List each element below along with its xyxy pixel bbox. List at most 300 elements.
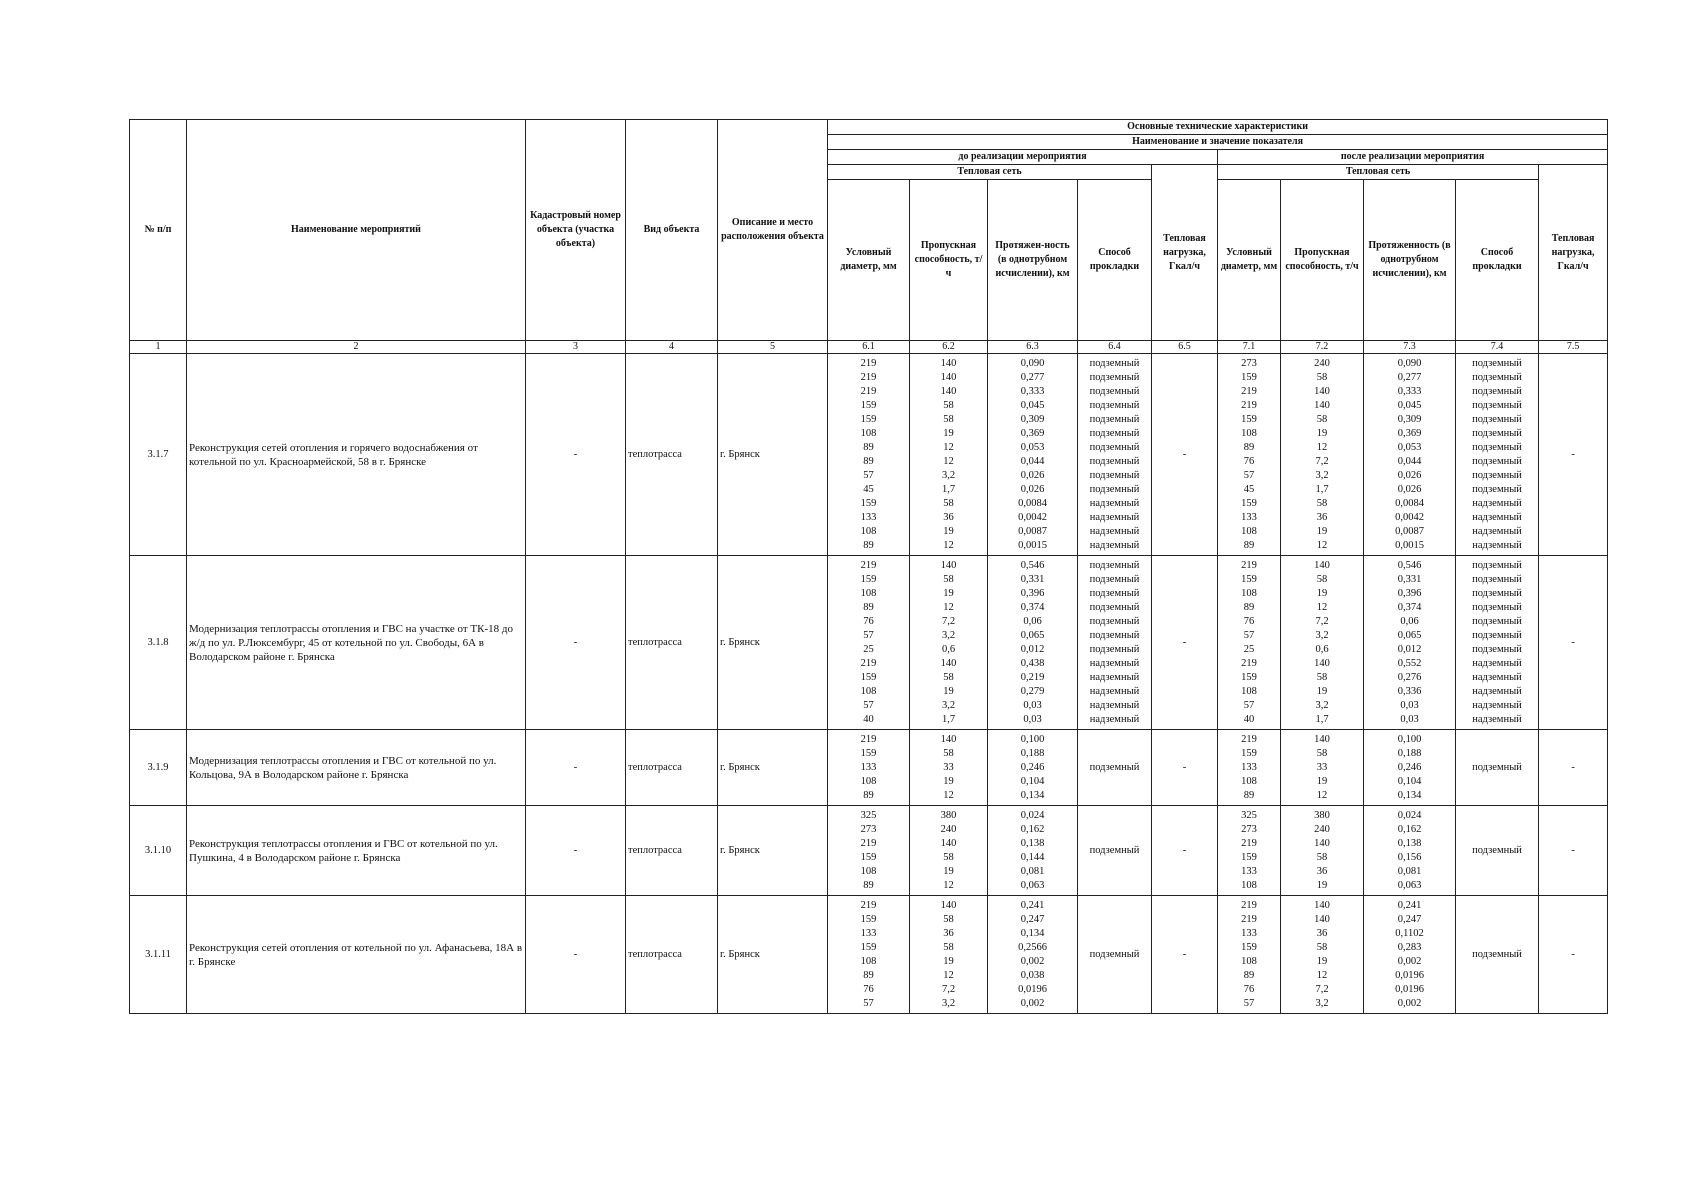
value-item: 219 — [860, 838, 877, 849]
length-before — [988, 556, 1078, 730]
column-number-cell: 6.1 — [828, 341, 910, 354]
measure-name: Модернизация теплотрассы отопления и ГВС от котельной по ул. Кольцова, 9А в Володарском районе г. Брянска — [187, 730, 526, 806]
value-item: 0,002 — [1020, 998, 1045, 1009]
value-item: подземный — [1472, 630, 1522, 641]
value-item: 140 — [940, 734, 957, 745]
value-item: 89 — [1243, 790, 1255, 801]
value-item: 0,06 — [1023, 616, 1042, 627]
value-item: 89 — [863, 880, 874, 891]
value-item: 0,090 — [1020, 358, 1045, 369]
value-item: 12 — [943, 442, 954, 453]
value-item: 12 — [943, 790, 954, 801]
laying-method-after: подземный — [1456, 806, 1539, 896]
value-item: 0,276 — [1397, 672, 1422, 683]
measure-name: Реконструкция теплотрассы отопления и ГВС от котельной по ул. Пушкина, 4 в Володарском районе г. Брянска — [187, 806, 526, 896]
laying-method-before — [1078, 556, 1152, 730]
value-item: подземный — [1089, 602, 1140, 613]
value-item: 219 — [860, 386, 877, 397]
value-item: 0,053 — [1020, 442, 1045, 453]
length-after — [1364, 806, 1456, 896]
laying-method-before — [1078, 354, 1152, 556]
heat-load-after: - — [1539, 806, 1608, 896]
measure-name: Реконструкция сетей отопления от котельной по ул. Афанасьева, 18А в г. Брянске — [187, 896, 526, 1014]
value-item: надземный — [1472, 540, 1522, 551]
column-number-cell: 1 — [130, 341, 187, 354]
value-item: 40 — [863, 714, 874, 725]
measures-table — [129, 119, 1608, 1014]
value-item: 140 — [1314, 734, 1330, 745]
value-item: 0,104 — [1020, 776, 1045, 787]
value-item: надземный — [1089, 658, 1140, 669]
value-item: подземный — [1472, 560, 1522, 571]
value-item: 140 — [940, 900, 957, 911]
col-header-len-before: Протяжен-ность (в однотрубном исчислении), км — [988, 180, 1078, 341]
value-item: 0,044 — [1397, 456, 1422, 467]
value-item: 1,7 — [1315, 714, 1329, 725]
value-item: 57 — [1243, 630, 1255, 641]
table-row — [130, 556, 1608, 730]
length-before — [988, 896, 1078, 1014]
value-item: 108 — [1241, 776, 1257, 787]
laying-method-after: подземный — [1456, 730, 1539, 806]
value-item: 0,002 — [1020, 956, 1045, 967]
header-network-after: Тепловая сеть — [1218, 165, 1539, 180]
value-item: подземный — [1089, 560, 1140, 571]
laying-method-after — [1456, 354, 1539, 556]
length-after — [1364, 354, 1456, 556]
value-item: 380 — [1314, 810, 1330, 821]
length-after — [1364, 896, 1456, 1014]
diameter-before — [828, 556, 910, 730]
value-item: 219 — [1241, 400, 1257, 411]
value-item: 58 — [943, 498, 954, 509]
value-item: 19 — [1316, 526, 1328, 537]
value-item: 108 — [860, 588, 877, 599]
laying-method-before: подземный — [1078, 730, 1152, 806]
value-item: 0,0042 — [1018, 512, 1047, 523]
value-item: 58 — [943, 748, 954, 759]
value-item: 89 — [863, 540, 874, 551]
value-item: 12 — [943, 456, 954, 467]
value-item: 12 — [943, 970, 954, 981]
value-item: 76 — [1243, 456, 1255, 467]
col-header-len-after: Протяженность (в однотрубном исчислении), км — [1364, 180, 1456, 341]
value-item: 58 — [1316, 852, 1328, 863]
value-item: 159 — [860, 574, 877, 585]
value-item: подземный — [1089, 358, 1140, 369]
value-item: 7,2 — [1315, 984, 1329, 995]
value-item: 0,283 — [1397, 942, 1422, 953]
value-item: 0,012 — [1397, 644, 1422, 655]
value-item: 133 — [860, 512, 877, 523]
value-item: 1,7 — [941, 484, 956, 495]
value-item: надземный — [1089, 686, 1140, 697]
value-item: надземный — [1089, 540, 1140, 551]
value-item: 0,0015 — [1395, 540, 1424, 551]
value-item: 159 — [1241, 672, 1257, 683]
value-item: 0,247 — [1020, 914, 1045, 925]
value-item: 219 — [1241, 560, 1257, 571]
value-item: 273 — [1241, 358, 1257, 369]
value-item: 159 — [1241, 852, 1257, 863]
header-after: после реализации мероприятия — [1218, 150, 1608, 165]
value-item: 159 — [860, 414, 877, 425]
value-item: 219 — [1241, 658, 1257, 669]
value-item: 0,277 — [1397, 372, 1422, 383]
value-item: 0,369 — [1397, 428, 1422, 439]
value-item: 380 — [940, 810, 957, 821]
header-main-characteristics: Основные технические характеристики — [828, 120, 1608, 135]
value-item: 0,045 — [1020, 400, 1045, 411]
value-item: 140 — [1314, 658, 1330, 669]
value-item: подземный — [1089, 442, 1140, 453]
value-item: 12 — [1316, 602, 1328, 613]
object-type: теплотрасса — [626, 354, 718, 556]
value-item: 140 — [1314, 560, 1330, 571]
value-item: 0,100 — [1020, 734, 1045, 745]
value-item: 0,081 — [1020, 866, 1045, 877]
value-item: 108 — [860, 956, 877, 967]
row-number: 3.1.10 — [130, 806, 187, 896]
value-item: 108 — [860, 526, 877, 537]
value-item: подземный — [1472, 372, 1522, 383]
value-item: 219 — [1241, 734, 1257, 745]
value-item: подземный — [1089, 428, 1140, 439]
value-item: 0,026 — [1020, 484, 1045, 495]
value-item: подземный — [1472, 588, 1522, 599]
value-item: 0,104 — [1397, 776, 1422, 787]
value-item: 0,134 — [1020, 928, 1045, 939]
value-item: 108 — [860, 686, 877, 697]
diameter-before — [828, 354, 910, 556]
value-item: 0,024 — [1020, 810, 1045, 821]
length-before — [988, 354, 1078, 556]
capacity-after — [1281, 730, 1364, 806]
value-item: 0,045 — [1397, 400, 1422, 411]
value-item: 0,277 — [1020, 372, 1045, 383]
value-item: 0,396 — [1397, 588, 1422, 599]
value-item: 57 — [1243, 700, 1255, 711]
capacity-after — [1281, 896, 1364, 1014]
value-item: 89 — [863, 602, 874, 613]
value-item: надземный — [1089, 512, 1140, 523]
value-item: 19 — [1316, 428, 1328, 439]
value-item: 19 — [943, 956, 954, 967]
value-item: 0,0196 — [1395, 984, 1424, 995]
value-item: 219 — [860, 358, 877, 369]
value-item: надземный — [1472, 672, 1522, 683]
value-item: 33 — [1316, 762, 1328, 773]
value-item: 3,2 — [941, 700, 956, 711]
col-header-cap-before: Пропускная способность, т/ч — [910, 180, 988, 341]
object-type: теплотрасса — [626, 806, 718, 896]
value-item: 57 — [1243, 470, 1255, 481]
capacity-before — [910, 896, 988, 1014]
heat-load-before: - — [1152, 556, 1218, 730]
object-type: теплотрасса — [626, 556, 718, 730]
value-item: 0,331 — [1020, 574, 1045, 585]
column-number-cell: 5 — [718, 341, 828, 354]
col-header-method-after: Способ прокладки — [1456, 180, 1539, 341]
value-item: 0,246 — [1397, 762, 1422, 773]
table-row — [130, 806, 1608, 896]
value-item: 19 — [943, 866, 954, 877]
value-item: подземный — [1089, 400, 1140, 411]
value-item: 45 — [863, 484, 874, 495]
value-item: 76 — [863, 616, 874, 627]
value-item: 1,7 — [1315, 484, 1329, 495]
object-location: г. Брянск — [718, 556, 828, 730]
value-item: 19 — [943, 428, 954, 439]
laying-method-before: подземный — [1078, 896, 1152, 1014]
value-item: 159 — [1241, 574, 1257, 585]
header-indicator: Наименование и значение показателя — [828, 135, 1608, 150]
value-item: 0,241 — [1397, 900, 1422, 911]
value-item: 240 — [940, 824, 957, 835]
column-number-cell: 6.5 — [1152, 341, 1218, 354]
value-item: 12 — [1316, 790, 1328, 801]
value-item: 0,081 — [1397, 866, 1422, 877]
value-item: 0,369 — [1020, 428, 1045, 439]
header-before: до реализации мероприятия — [828, 150, 1218, 165]
value-item: 0,0087 — [1018, 526, 1047, 537]
value-item: подземный — [1472, 400, 1522, 411]
value-item: 12 — [1316, 540, 1328, 551]
value-item: 1,7 — [941, 714, 956, 725]
value-item: подземный — [1472, 428, 1522, 439]
diameter-after — [1218, 806, 1281, 896]
value-item: 7,2 — [1315, 456, 1329, 467]
value-item: 57 — [1243, 998, 1255, 1009]
value-item: 0,241 — [1020, 900, 1045, 911]
capacity-before — [910, 354, 988, 556]
length-before — [988, 730, 1078, 806]
value-item: 0,090 — [1397, 358, 1422, 369]
value-item: надземный — [1089, 714, 1140, 725]
value-item: 140 — [940, 658, 957, 669]
value-item: 219 — [860, 658, 877, 669]
column-number-cell: 2 — [187, 341, 526, 354]
laying-method-before: подземный — [1078, 806, 1152, 896]
value-item: 7,2 — [1315, 616, 1329, 627]
value-item: 58 — [943, 852, 954, 863]
value-item: 0,374 — [1020, 602, 1045, 613]
value-item: 36 — [1316, 866, 1328, 877]
value-item: 58 — [1316, 748, 1328, 759]
value-item: 140 — [940, 560, 957, 571]
value-item: 58 — [1316, 942, 1328, 953]
diameter-before — [828, 896, 910, 1014]
value-item: 57 — [863, 630, 874, 641]
value-item: 19 — [1316, 588, 1328, 599]
length-before — [988, 806, 1078, 896]
diameter-before — [828, 806, 910, 896]
value-item: 58 — [943, 400, 954, 411]
value-item: 89 — [863, 442, 874, 453]
value-item: 25 — [863, 644, 874, 655]
value-item: 0,063 — [1020, 880, 1045, 891]
value-item: надземный — [1472, 658, 1522, 669]
col-header-load-before: Тепловая нагрузка, Гкал/ч — [1152, 165, 1218, 341]
value-item: 140 — [1314, 900, 1330, 911]
value-item: 12 — [943, 540, 954, 551]
row-number: 3.1.11 — [130, 896, 187, 1014]
value-item: 273 — [1241, 824, 1257, 835]
object-location: г. Брянск — [718, 896, 828, 1014]
col-header-method-before: Способ прокладки — [1078, 180, 1152, 341]
column-number-cell: 6.3 — [988, 341, 1078, 354]
value-item: 36 — [1316, 512, 1328, 523]
value-item: 89 — [1243, 602, 1255, 613]
value-item: 219 — [1241, 914, 1257, 925]
cadastral-number: - — [526, 730, 626, 806]
column-number-cell: 6.2 — [910, 341, 988, 354]
value-item: 0,309 — [1397, 414, 1422, 425]
column-number-row — [130, 341, 1608, 354]
capacity-after — [1281, 556, 1364, 730]
value-item: 0,333 — [1020, 386, 1045, 397]
value-item: 325 — [860, 810, 877, 821]
value-item: 40 — [1243, 714, 1255, 725]
col-header-cadastral: Кадастровый номер объекта (участка объекта) — [526, 120, 626, 341]
value-item: 76 — [1243, 616, 1255, 627]
value-item: подземный — [1089, 484, 1140, 495]
value-item: 89 — [863, 970, 874, 981]
value-item: 58 — [943, 414, 954, 425]
value-item: 0,188 — [1020, 748, 1045, 759]
value-item: 19 — [943, 776, 954, 787]
value-item: подземный — [1089, 574, 1140, 585]
value-item: 133 — [1241, 866, 1257, 877]
value-item: 19 — [1316, 956, 1328, 967]
value-item: 89 — [863, 790, 874, 801]
value-item: 108 — [1241, 686, 1257, 697]
value-item: 159 — [1241, 414, 1257, 425]
value-item: 0,333 — [1397, 386, 1422, 397]
value-item: 3,2 — [941, 470, 956, 481]
measure-name: Реконструкция сетей отопления и горячего водоснабжения от котельной по ул. Красноармейской, 58 в г. Брянске — [187, 354, 526, 556]
value-item: 133 — [1241, 512, 1257, 523]
value-item: 219 — [860, 372, 877, 383]
value-item: 12 — [943, 602, 954, 613]
col-header-load-after: Тепловая нагрузка, Гкал/ч — [1539, 165, 1608, 341]
value-item: 0,03 — [1023, 700, 1042, 711]
value-item: подземный — [1472, 442, 1522, 453]
value-item: подземный — [1089, 616, 1140, 627]
value-item: 36 — [943, 928, 954, 939]
value-item: 0,6 — [941, 644, 956, 655]
value-item: 0,134 — [1020, 790, 1045, 801]
value-item: 219 — [860, 734, 877, 745]
column-number-cell: 6.4 — [1078, 341, 1152, 354]
value-item: 159 — [860, 672, 877, 683]
value-item: 219 — [860, 560, 877, 571]
value-item: 0,038 — [1020, 970, 1045, 981]
col-header-diam-after: Условный диаметр, мм — [1218, 180, 1281, 341]
table-row — [130, 896, 1608, 1014]
length-after — [1364, 730, 1456, 806]
value-item: 89 — [1243, 970, 1255, 981]
value-item: надземный — [1472, 700, 1522, 711]
value-item: 3,2 — [1315, 998, 1329, 1009]
value-item: 0,396 — [1020, 588, 1045, 599]
value-item: 140 — [940, 838, 957, 849]
value-item: 58 — [1316, 574, 1328, 585]
col-header-name: Наименование мероприятий — [187, 120, 526, 341]
value-item: надземный — [1472, 498, 1522, 509]
value-item: 159 — [860, 852, 877, 863]
value-item: 0,0015 — [1018, 540, 1047, 551]
value-item: 19 — [943, 588, 954, 599]
value-item: 0,0196 — [1395, 970, 1424, 981]
value-item: 3,2 — [1315, 630, 1329, 641]
value-item: 0,219 — [1020, 672, 1045, 683]
value-item: 0,06 — [1400, 616, 1419, 627]
value-item: 0,002 — [1397, 956, 1422, 967]
value-item: подземный — [1089, 644, 1140, 655]
value-item: 273 — [860, 824, 877, 835]
value-item: 159 — [1241, 372, 1257, 383]
value-item: 159 — [860, 942, 877, 953]
value-item: 58 — [943, 914, 954, 925]
value-item: 12 — [943, 880, 954, 891]
value-item: 140 — [1314, 914, 1330, 925]
value-item: 45 — [1243, 484, 1255, 495]
value-item: 240 — [1314, 824, 1330, 835]
capacity-before — [910, 806, 988, 896]
value-item: 140 — [1314, 386, 1330, 397]
capacity-after — [1281, 354, 1364, 556]
value-item: 0,134 — [1397, 790, 1422, 801]
value-item: подземный — [1472, 644, 1522, 655]
value-item: 0,065 — [1020, 630, 1045, 641]
value-item: подземный — [1089, 470, 1140, 481]
value-item: 33 — [943, 762, 954, 773]
cadastral-number: - — [526, 354, 626, 556]
diameter-before — [828, 730, 910, 806]
laying-method-after — [1456, 556, 1539, 730]
value-item: 76 — [863, 984, 874, 995]
value-item: 12 — [1316, 442, 1328, 453]
object-location: г. Брянск — [718, 806, 828, 896]
value-item: 159 — [1241, 942, 1257, 953]
value-item: 108 — [860, 866, 877, 877]
col-header-type: Вид объекта — [626, 120, 718, 341]
value-item: 58 — [1316, 672, 1328, 683]
value-item: 57 — [863, 700, 874, 711]
value-item: 0,2566 — [1018, 942, 1047, 953]
value-item: 0,331 — [1397, 574, 1422, 585]
value-item: 0,0042 — [1395, 512, 1424, 523]
value-item: 0,374 — [1397, 602, 1422, 613]
value-item: 0,024 — [1397, 810, 1422, 821]
value-item: подземный — [1089, 630, 1140, 641]
value-item: 0,03 — [1400, 714, 1419, 725]
value-item: подземный — [1472, 470, 1522, 481]
value-item: 57 — [863, 470, 874, 481]
value-item: надземный — [1089, 498, 1140, 509]
value-item: 3,2 — [1315, 470, 1329, 481]
value-item: подземный — [1089, 372, 1140, 383]
row-number: 3.1.8 — [130, 556, 187, 730]
value-item: 0,552 — [1397, 658, 1422, 669]
value-item: 0,162 — [1020, 824, 1045, 835]
value-item: 140 — [1314, 838, 1330, 849]
object-type: теплотрасса — [626, 730, 718, 806]
value-item: 159 — [860, 914, 877, 925]
value-item: 0,138 — [1020, 838, 1045, 849]
value-item: 140 — [940, 386, 957, 397]
